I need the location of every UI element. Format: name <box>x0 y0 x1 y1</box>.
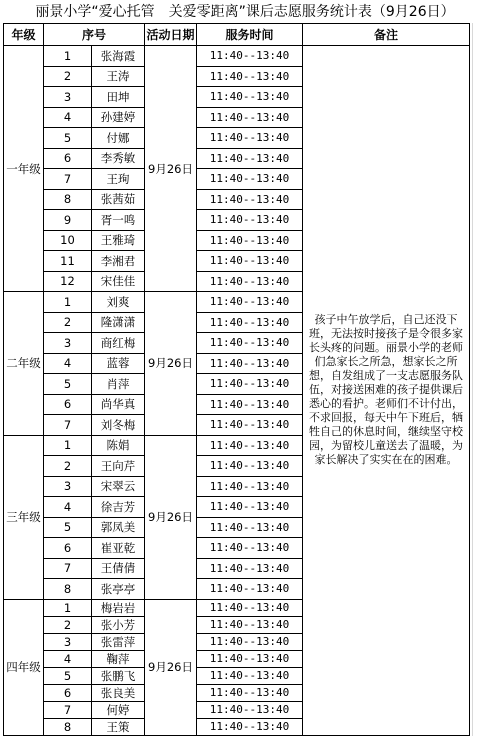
header-time: 服务时间 <box>197 24 303 46</box>
service-time-cell: 11:40--13:40 <box>197 415 303 436</box>
service-time-cell: 11:40--13:40 <box>197 271 303 292</box>
row-number-cell: 5 <box>44 517 92 538</box>
service-time-cell: 11:40--13:40 <box>197 667 303 684</box>
volunteer-table <box>3 23 470 736</box>
service-time-cell: 11:40--13:40 <box>197 497 303 518</box>
service-time-cell: 11:40--13:40 <box>197 718 303 735</box>
volunteer-name-cell: 王倩倩 <box>92 558 145 579</box>
volunteer-name-cell: 张良美 <box>92 684 145 701</box>
volunteer-name-cell: 王策 <box>92 718 145 735</box>
volunteer-name-cell: 郭凤美 <box>92 517 145 538</box>
row-number-cell: 5 <box>44 374 92 395</box>
header-note: 备注 <box>303 24 470 46</box>
service-time-cell: 11:40--13:40 <box>197 650 303 667</box>
row-number-cell: 6 <box>44 684 92 701</box>
row-number-cell: 4 <box>44 497 92 518</box>
row-number-cell: 7 <box>44 415 92 436</box>
volunteer-name-cell: 李秀敏 <box>92 148 145 169</box>
row-number-cell: 6 <box>44 148 92 169</box>
grade-cell: 一年级 <box>4 46 44 292</box>
row-number-cell: 8 <box>44 579 92 600</box>
row-number-cell: 1 <box>44 599 92 616</box>
service-time-cell: 11:40--13:40 <box>197 46 303 67</box>
service-time-cell: 11:40--13:40 <box>197 333 303 354</box>
volunteer-name-cell: 刘冬梅 <box>92 415 145 436</box>
table-row <box>4 46 470 67</box>
volunteer-name-cell: 张海霞 <box>92 46 145 67</box>
date-cell: 9月26日 <box>145 435 197 599</box>
grade-cell: 二年级 <box>4 292 44 436</box>
service-time-cell: 11:40--13:40 <box>197 633 303 650</box>
volunteer-name-cell: 鞠萍 <box>92 650 145 667</box>
row-number-cell: 3 <box>44 87 92 108</box>
volunteer-name-cell: 梅岩岩 <box>92 599 145 616</box>
service-time-cell: 11:40--13:40 <box>197 616 303 633</box>
row-number-cell: 2 <box>44 66 92 87</box>
row-number-cell: 7 <box>44 169 92 190</box>
row-number-cell: 4 <box>44 353 92 374</box>
row-number-cell: 6 <box>44 394 92 415</box>
volunteer-name-cell: 宋佳佳 <box>92 271 145 292</box>
volunteer-name-cell: 胥一鸣 <box>92 210 145 231</box>
volunteer-name-cell: 陈娟 <box>92 435 145 456</box>
service-time-cell: 11:40--13:40 <box>197 128 303 149</box>
volunteer-name-cell: 宋翠云 <box>92 476 145 497</box>
service-time-cell: 11:40--13:40 <box>197 87 303 108</box>
row-number-cell: 3 <box>44 633 92 650</box>
row-number-cell: 5 <box>44 667 92 684</box>
volunteer-name-cell: 蓝蓉 <box>92 353 145 374</box>
table-body <box>4 46 470 736</box>
service-time-cell: 11:40--13:40 <box>197 476 303 497</box>
volunteer-name-cell: 王雅琦 <box>92 230 145 251</box>
row-number-cell: 1 <box>44 46 92 67</box>
service-time-cell: 11:40--13:40 <box>197 579 303 600</box>
volunteer-name-cell: 王涛 <box>92 66 145 87</box>
header-date: 活动日期 <box>145 24 197 46</box>
volunteer-name-cell: 张亭亭 <box>92 579 145 600</box>
service-time-cell: 11:40--13:40 <box>197 292 303 313</box>
service-time-cell: 11:40--13:40 <box>197 435 303 456</box>
page-title: 丽景小学“爱心托管 关爱零距离”课后志愿服务统计表（9月26日） <box>35 4 455 20</box>
volunteer-name-cell: 张茜茹 <box>92 189 145 210</box>
row-number-cell: 1 <box>44 435 92 456</box>
row-number-cell: 3 <box>44 476 92 497</box>
volunteer-name-cell: 崔亚乾 <box>92 538 145 559</box>
volunteer-name-cell: 付娜 <box>92 128 145 149</box>
header-grade: 年级 <box>4 24 44 46</box>
row-number-cell: 9 <box>44 210 92 231</box>
volunteer-name-cell: 肖萍 <box>92 374 145 395</box>
service-time-cell: 11:40--13:40 <box>197 558 303 579</box>
service-time-cell: 11:40--13:40 <box>197 148 303 169</box>
service-time-cell: 11:40--13:40 <box>197 701 303 718</box>
row-number-cell: 2 <box>44 312 92 333</box>
service-time-cell: 11:40--13:40 <box>197 517 303 538</box>
service-time-cell: 11:40--13:40 <box>197 312 303 333</box>
date-cell: 9月26日 <box>145 46 197 292</box>
row-number-cell: 11 <box>44 251 92 272</box>
service-time-cell: 11:40--13:40 <box>197 684 303 701</box>
header-no: 序号 <box>44 24 145 46</box>
row-number-cell: 1 <box>44 292 92 313</box>
date-cell: 9月26日 <box>145 599 197 735</box>
service-time-cell: 11:40--13:40 <box>197 169 303 190</box>
service-time-cell: 11:40--13:40 <box>197 374 303 395</box>
row-number-cell: 5 <box>44 128 92 149</box>
volunteer-name-cell: 何婷 <box>92 701 145 718</box>
volunteer-name-cell: 孙建婷 <box>92 107 145 128</box>
header-row <box>4 24 470 46</box>
service-time-cell: 11:40--13:40 <box>197 189 303 210</box>
service-time-cell: 11:40--13:40 <box>197 353 303 374</box>
sheet-edge <box>472 23 490 736</box>
row-number-cell: 10 <box>44 230 92 251</box>
grade-cell: 三年级 <box>4 435 44 599</box>
note-cell: 孩子中午放学后，自己还没下班，无法按时接孩子是令很多家长头疼的问题。丽景小学的老师们急家长之所急，想家长之所想，自发组成了一支志愿服务队伍，对接送困难的孩子提供课后悉心的看护。老师们不计付出，不求回报，每天中午下班后，牺牲自己的休息时间，继续坚守校园，为留校儿童送去了温暖，为家长解决了实实在在的困难。 <box>303 46 470 736</box>
volunteer-name-cell: 张鹏飞 <box>92 667 145 684</box>
volunteer-name-cell: 李湘君 <box>92 251 145 272</box>
volunteer-name-cell: 徐吉芳 <box>92 497 145 518</box>
row-number-cell: 2 <box>44 456 92 477</box>
service-time-cell: 11:40--13:40 <box>197 210 303 231</box>
volunteer-name-cell: 商红梅 <box>92 333 145 354</box>
volunteer-name-cell: 田坤 <box>92 87 145 108</box>
row-number-cell: 8 <box>44 189 92 210</box>
service-time-cell: 11:40--13:40 <box>197 230 303 251</box>
row-number-cell: 8 <box>44 718 92 735</box>
row-number-cell: 2 <box>44 616 92 633</box>
row-number-cell: 4 <box>44 107 92 128</box>
volunteer-name-cell: 隆潇潇 <box>92 312 145 333</box>
grade-cell: 四年级 <box>4 599 44 735</box>
volunteer-name-cell: 尚华真 <box>92 394 145 415</box>
service-time-cell: 11:40--13:40 <box>197 66 303 87</box>
row-number-cell: 12 <box>44 271 92 292</box>
row-number-cell: 7 <box>44 701 92 718</box>
service-time-cell: 11:40--13:40 <box>197 394 303 415</box>
date-cell: 9月26日 <box>145 292 197 436</box>
service-time-cell: 11:40--13:40 <box>197 107 303 128</box>
service-time-cell: 11:40--13:40 <box>197 251 303 272</box>
volunteer-name-cell: 王珣 <box>92 169 145 190</box>
service-time-cell: 11:40--13:40 <box>197 538 303 559</box>
row-number-cell: 4 <box>44 650 92 667</box>
volunteer-name-cell: 张小芳 <box>92 616 145 633</box>
volunteer-name-cell: 张雷萍 <box>92 633 145 650</box>
service-time-cell: 11:40--13:40 <box>197 599 303 616</box>
service-time-cell: 11:40--13:40 <box>197 456 303 477</box>
row-number-cell: 7 <box>44 558 92 579</box>
volunteer-name-cell: 王向芹 <box>92 456 145 477</box>
row-number-cell: 6 <box>44 538 92 559</box>
row-number-cell: 3 <box>44 333 92 354</box>
volunteer-name-cell: 刘爽 <box>92 292 145 313</box>
